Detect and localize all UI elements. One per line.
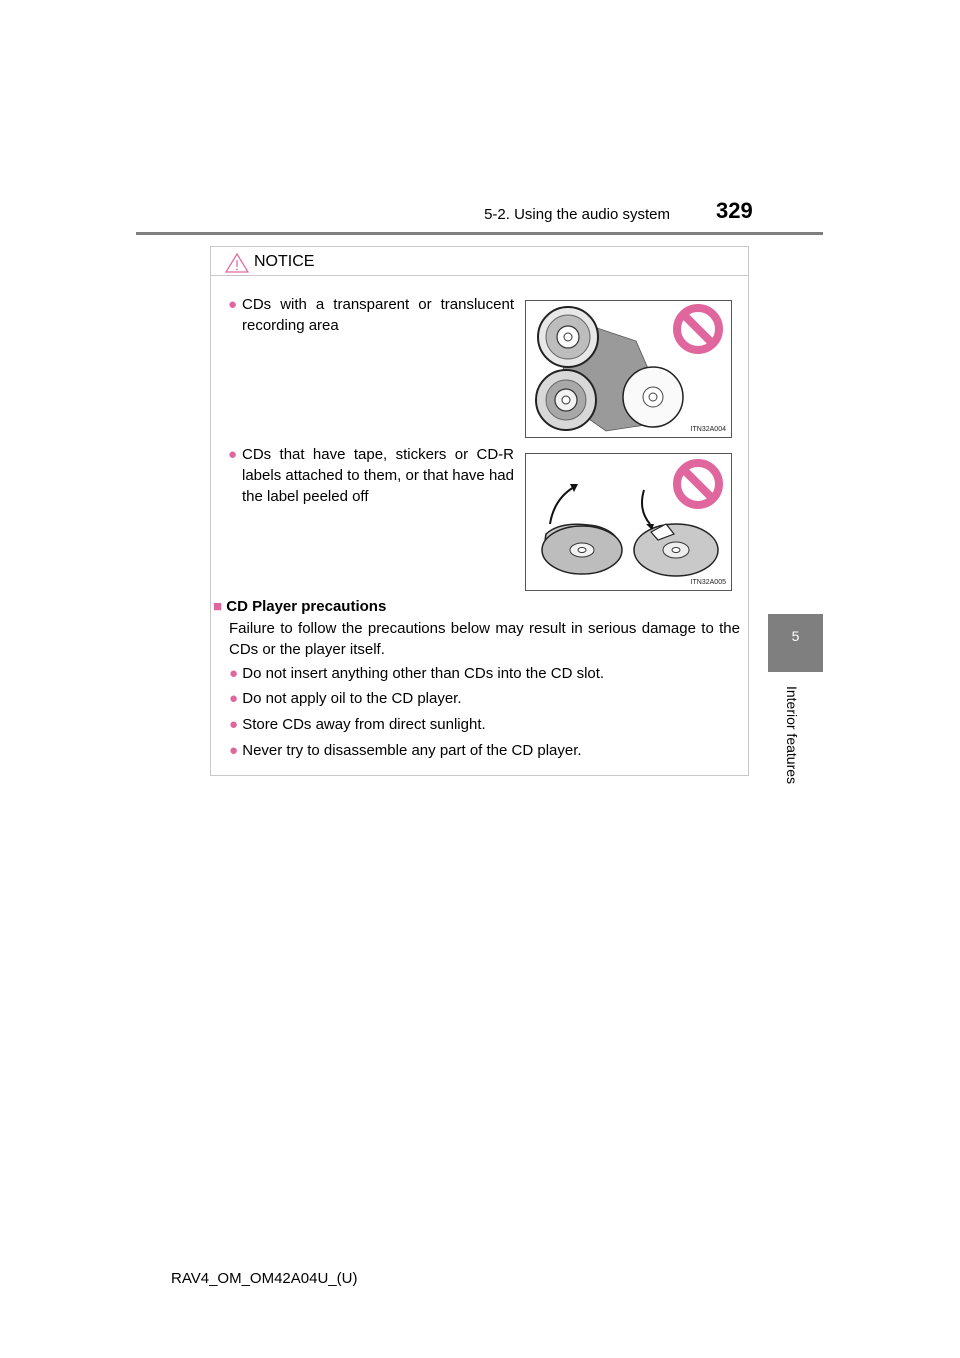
chapter-title: Interior features xyxy=(784,685,800,785)
figure-transparent-cd xyxy=(525,300,732,438)
bullet-icon: ● xyxy=(229,665,239,682)
chapter-tab xyxy=(768,614,823,672)
header-rule xyxy=(136,232,823,235)
precautions-heading xyxy=(213,596,743,617)
section-title: 5-2. Using the audio system xyxy=(484,206,670,223)
figure-code: ITN32A005 xyxy=(690,579,726,586)
precaution-text: Do not apply oil to the CD player. xyxy=(242,690,462,707)
precaution-item-3 xyxy=(229,714,740,735)
bullet-icon: ● xyxy=(229,742,239,759)
notice-item-1 xyxy=(228,294,514,336)
bullet-icon: ● xyxy=(229,690,239,707)
precaution-text: Store CDs away from direct sunlight. xyxy=(242,716,486,733)
precautions-intro: Failure to follow the precautions below may result in serious damage to the CDs or the player itself. xyxy=(229,620,740,658)
transparent-cd-illustration xyxy=(526,301,731,437)
figure-labeled-cd xyxy=(525,453,732,591)
notice-divider xyxy=(210,275,749,276)
chapter-title-vertical xyxy=(781,680,803,790)
document-code: RAV4_OM_OM42A04U_(U) xyxy=(171,1270,358,1287)
precautions-heading-text: CD Player precautions xyxy=(226,598,387,615)
notice-item-2 xyxy=(228,444,514,507)
precaution-item-4 xyxy=(229,740,740,761)
warning-triangle-icon xyxy=(224,252,250,274)
precaution-text: Never try to disassemble any part of the CD player. xyxy=(242,742,582,759)
notice-item-text: CDs that have tape, stickers or CD-R labels attached to them, or that have had the label peeled off xyxy=(242,446,514,505)
bullet-icon: ● xyxy=(228,296,238,313)
bullet-icon: ● xyxy=(229,716,239,733)
bullet-icon: ● xyxy=(228,446,238,463)
precaution-text: Do not insert anything other than CDs into the CD slot. xyxy=(242,665,605,682)
precaution-item-1 xyxy=(229,663,740,684)
notice-item-text: CDs with a transparent or translucent recording area xyxy=(242,296,514,334)
precaution-item-2 xyxy=(229,688,740,709)
notice-title: NOTICE xyxy=(254,253,315,270)
chapter-number: 5 xyxy=(791,628,800,644)
square-marker-icon: ■ xyxy=(213,598,223,615)
figure-code: ITN32A004 xyxy=(690,426,726,433)
page-number: 329 xyxy=(716,198,753,223)
labeled-cd-illustration xyxy=(526,454,731,590)
